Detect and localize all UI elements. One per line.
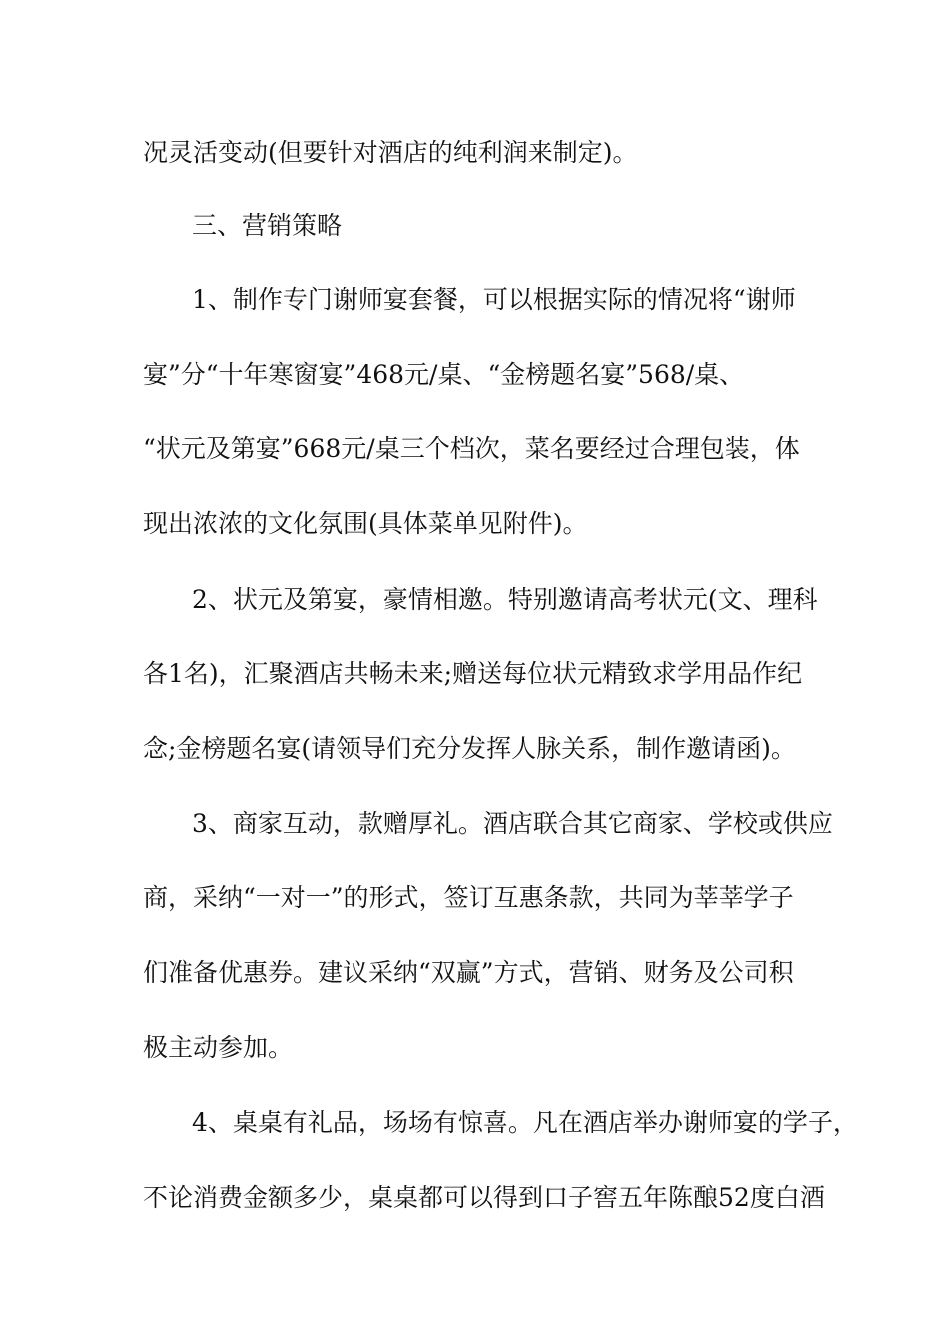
text-line-4: 宴”分“十年寒窗宴”468元/桌、“金榜题名宴”568/桌、 [143,360,745,389]
text-line-13: 极主动参加。 [143,1033,294,1062]
section-heading: 三、营销策略 [192,211,343,240]
text-line-12: 们准备优惠券。建议采纳“双赢”方式，营销、财务及公司积 [143,958,794,987]
text-line-11: 商，采纳“一对一”的形式，签订互惠条款，共同为莘莘学子 [143,883,794,912]
text-line-8: 各1名)，汇聚酒店共畅未来;赠送每位状元精致求学用品作纪 [143,659,803,688]
text-line-1: 况灵活变动(但要针对酒店的纯利润来制定)。 [143,138,638,167]
text-line-7: 2、状元及第宴，豪情相邀。特别邀请高考状元(文、理科 [192,585,818,614]
text-line-5: “状元及第宴”668元/桌三个档次，菜名要经过合理包装，体 [143,434,800,463]
text-line-14: 4、桌桌有礼品，场场有惊喜。凡在酒店举办谢师宴的学子， [192,1108,858,1137]
text-line-15: 不论消费金额多少，桌桌都可以得到口子窖五年陈酿52度白酒 [143,1183,825,1212]
text-line-9: 念;金榜题名宴(请领导们充分发挥人脉关系，制作邀请函)。 [143,734,796,763]
text-line-3: 1、制作专门谢师宴套餐，可以根据实际的情况将“谢师 [192,285,796,314]
text-line-6: 现出浓浓的文化氛围(具体菜单见附件)。 [143,509,588,538]
text-line-10: 3、商家互动，款赠厚礼。酒店联合其它商家、学校或供应 [192,809,833,838]
